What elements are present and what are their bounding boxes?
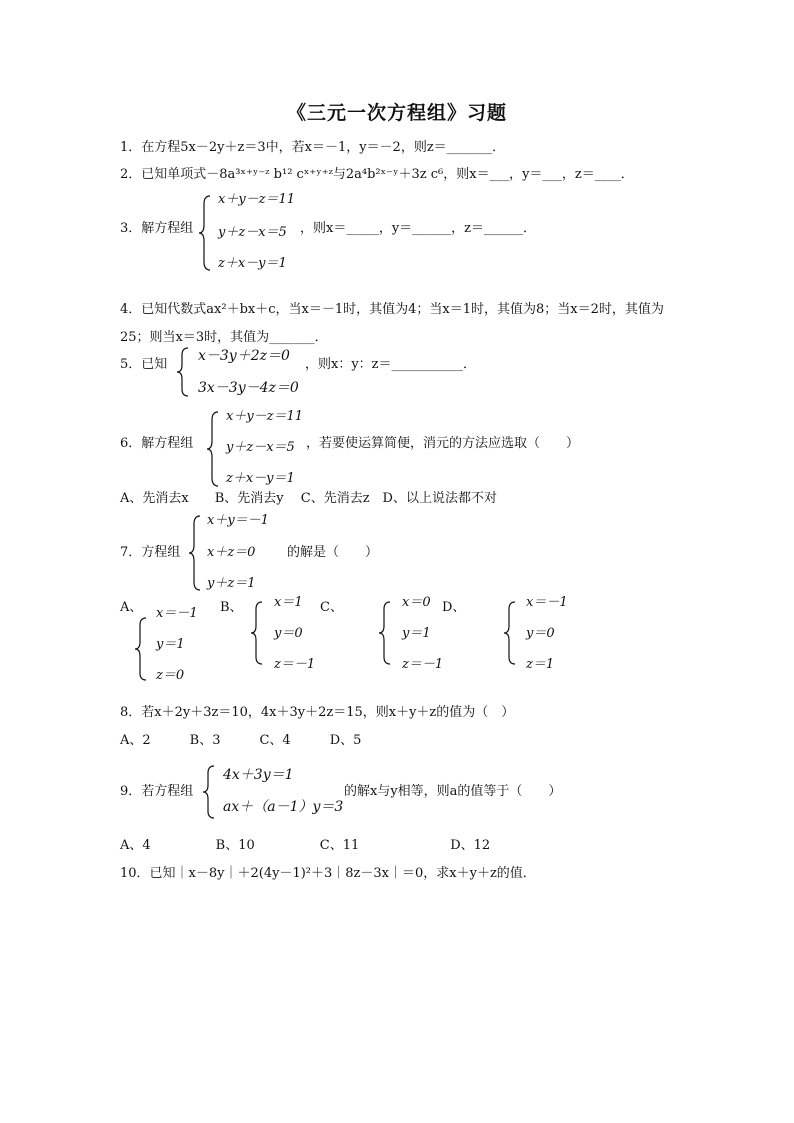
q7-option-b-z: z＝－1 (274, 657, 316, 672)
question-8: 8．若x＋2y＋3z＝10，4x＋3y＋2z＝15，则x＋y＋z的值为（ ） (120, 705, 515, 720)
q3-equation-3: z＋x－y＝1 (218, 256, 287, 271)
question-9-options: A、4 B、10 C、11 D、12 (120, 838, 491, 853)
q7-option-c-label: C、 (320, 600, 343, 615)
q7-option-b-x: x＝1 (274, 595, 303, 610)
question-4-line-1: 4．已知代数式ax²＋bx＋c，当x＝－1时，其值为4；当x＝1时，其值为8；当x＝2时，其值为 (120, 302, 664, 317)
question-10: 10．已知｜x－8y｜＋2(4y－1)²＋3｜8z－3x｜＝0，求x＋y＋z的值． (120, 866, 536, 881)
question-6-options: A、先消去x B、先消去y C、先消去z D、以上说法都不对 (120, 491, 497, 506)
q7-option-d-x: x＝－1 (526, 595, 568, 610)
q7-option-d-label: D、 (442, 600, 466, 615)
q7-equation-3: y＋z＝1 (207, 576, 256, 591)
brace-icon (202, 764, 216, 820)
question-5-prefix: 5．已知 (120, 357, 168, 372)
question-9-suffix: 的解x与y相等，则a的值等于（ ） (344, 784, 562, 799)
q3-equation-2: y＋z－x＝5 (218, 225, 287, 240)
q6-equation-3: z＋x－y＝1 (226, 471, 295, 486)
q7-option-c-z: z＝－1 (402, 657, 444, 672)
q5-equation-1: x－3y＋2z＝0 (198, 348, 290, 364)
question-1: 1．在方程5x－2y＋z＝3中，若x＝－1，y＝－2，则z＝_______． (120, 140, 506, 155)
q7-equation-2: x＋z＝0 (207, 545, 256, 560)
brace-icon (206, 410, 220, 488)
q7-option-a-z: z＝0 (156, 668, 185, 683)
q7-option-c-x: x＝0 (402, 595, 431, 610)
brace-icon (188, 514, 202, 592)
brace-icon (378, 600, 392, 666)
q7-option-d-z: z＝1 (526, 657, 555, 672)
q5-equation-2: 3x－3y－4z＝0 (198, 380, 299, 396)
question-2: 2．已知单项式－8a³ˣ⁺ʸ⁻ᶻ b¹² cˣ⁺ʸ⁺ᶻ与2a⁴b²ˣ⁻ʸ＋3z c⁶，则x＝___，y＝___，z＝____． (120, 167, 634, 182)
q7-option-b-y: y＝0 (274, 626, 303, 641)
q7-option-a-y: y＝1 (156, 637, 185, 652)
q9-equation-1: 4x＋3y＝1 (223, 767, 294, 783)
question-6-prefix: 6．解方程组 (120, 436, 194, 451)
question-6-suffix: ，若要使运算简便，消元的方法应选取（ ） (306, 436, 580, 451)
q7-equation-1: x＋y＝－1 (207, 513, 269, 528)
brace-icon (503, 600, 517, 666)
q3-equation-1: x＋y－z＝11 (218, 192, 296, 207)
brace-icon (134, 616, 148, 682)
question-3-suffix: ，则x＝_____，y＝______，z＝______． (300, 221, 537, 236)
brace-icon (250, 600, 264, 666)
question-9-prefix: 9．若方程组 (120, 784, 194, 799)
brace-icon (176, 346, 190, 398)
page-title: 《三元一次方程组》习题 (286, 102, 507, 124)
q7-option-a-label: A、 (120, 600, 143, 615)
q7-option-d-y: y＝0 (526, 626, 555, 641)
q6-equation-1: x＋y－z＝11 (226, 409, 304, 424)
question-7-prefix: 7．方程组 (120, 545, 181, 560)
q7-option-b-label: B、 (220, 600, 243, 615)
question-8-options: A、2 B、3 C、4 D、5 (120, 733, 362, 748)
question-5-suffix: ，则x：y：z＝___________． (305, 357, 477, 372)
question-3-prefix: 3．解方程组 (120, 221, 194, 236)
q6-equation-2: y＋z－x＝5 (226, 440, 295, 455)
brace-icon (198, 194, 212, 272)
q9-equation-2: ax＋（a－1）y＝3 (223, 799, 344, 815)
question-4-line-2: 25；则当x＝3时，其值为_______． (120, 330, 328, 345)
q7-option-a-x: x＝－1 (156, 606, 198, 621)
question-7-suffix: 的解是（ ） (287, 545, 379, 560)
q7-option-c-y: y＝1 (402, 626, 431, 641)
